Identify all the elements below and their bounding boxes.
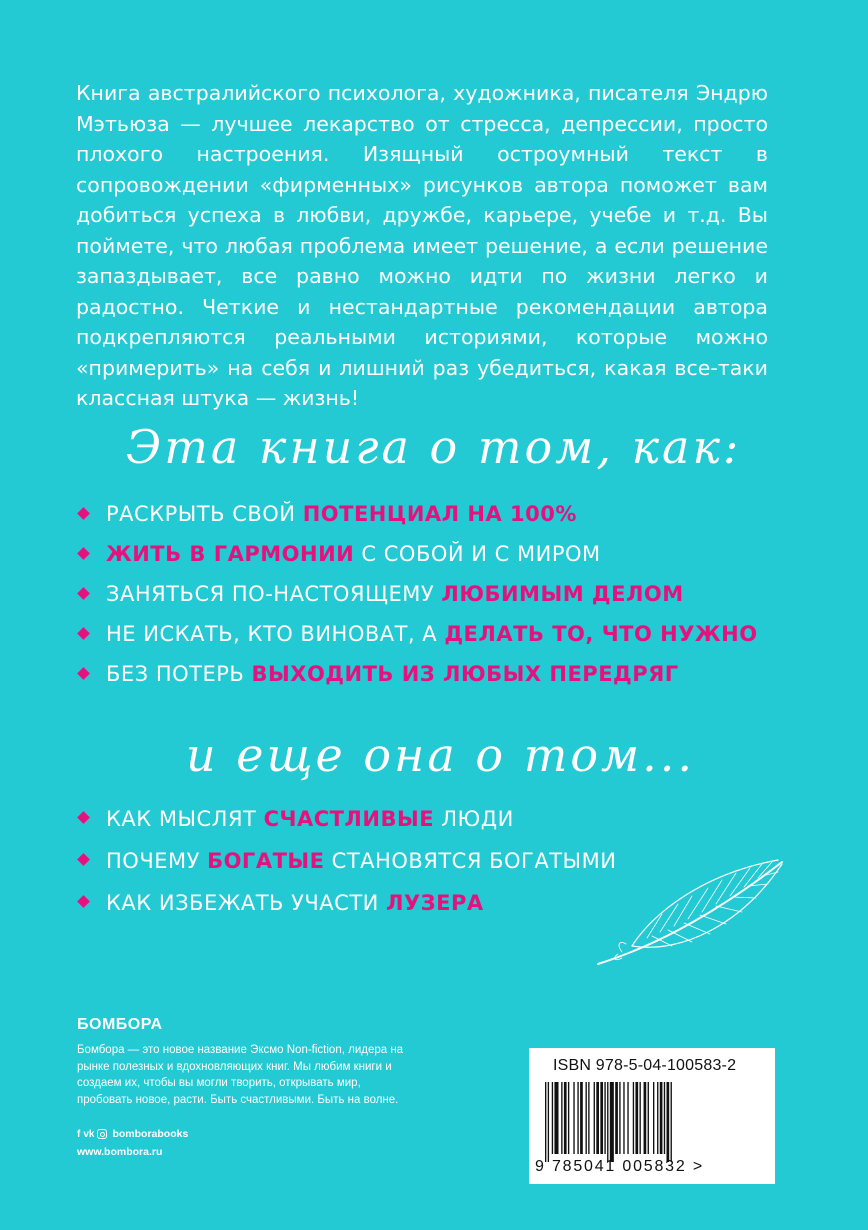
diamond-bullet-icon [77,507,90,520]
barcode-bar [671,1082,672,1162]
barcode-bar [586,1082,587,1154]
facebook-icon[interactable]: f [77,1128,81,1140]
vk-icon[interactable]: vk [83,1128,95,1140]
barcode-bar [615,1082,618,1154]
barcode-bar [607,1082,608,1162]
website-link[interactable]: www.bombora.ru [77,1146,163,1158]
barcode-bar [627,1082,628,1154]
barcode-bar [548,1082,549,1162]
list-item: КАК МЫСЛЯТ СЧАСТЛИВЫЕ ЛЮДИ [76,798,816,840]
barcode-bar [588,1082,589,1154]
barcode-bar [644,1082,647,1154]
barcode-bar [657,1082,658,1154]
list-item: ПОЧЕМУ БОГАТЫЕ СТАНОВЯТСЯ БОГАТЫМИ [76,840,816,882]
diamond-bullet-icon [77,667,90,680]
diamond-bullet-icon [77,853,90,866]
barcode-bar [623,1082,624,1154]
instagram-icon[interactable] [97,1129,107,1139]
barcode-bar [633,1082,634,1154]
diamond-bullet-icon [77,547,90,560]
feather-illustration [592,854,788,972]
barcode-bar [664,1082,665,1154]
social-links [77,1128,188,1140]
barcode-panel [529,1048,775,1184]
list-item: ЖИТЬ В ГАРМОНИИ С СОБОЙ И С МИРОМ [76,534,816,574]
barcode-bar [667,1082,670,1162]
barcode-bar [660,1082,663,1154]
list-item: ЗАНЯТЬСЯ ПО-НАСТОЯЩЕМУ ЛЮБИМЫМ ДЕЛОМ [76,574,816,614]
barcode-bar [594,1082,595,1154]
list-item: КАК ИЗБЕЖАТЬ УЧАСТИ ЛУЗЕРА [76,882,816,924]
barcode-bar [604,1082,605,1154]
barcode-digits: 9 785041 005832 > [535,1158,704,1175]
barcode-icon [545,1082,755,1162]
barcode-bar [640,1082,641,1154]
social-handle[interactable]: bomborabooks [112,1128,189,1140]
barcode-bar [596,1082,599,1154]
barcode-bar [619,1082,620,1154]
diamond-bullet-icon [77,895,90,908]
section-heading-about: Эта книга о том, как: [126,420,742,474]
book-description: Книга австралийского психолога, художника, писателя Эндрю Мэтьюза — лучшее лекарство от стресса, депрессии, просто плохого настроения. Изящный остроумный текст в сопровождении «фирменных» рисунков автора поможет вам добиться успеха в любви, дружбе, карьере, учебе и т.д. Вы поймете, что любая проблема имеет решение, а если решение запаздывает, все равно можно идти по жизни легко и радостно. Четкие и нестандартные рекомендации автора подкрепляются реальными историями, которые можно «примерить» на себя и лишний раз убедиться, какая все-таки классная штука — жизнь! [76,81,768,410]
list-item: РАСКРЫТЬ СВОЙ ПОТЕНЦИАЛ НА 100% [76,494,816,534]
benefits-list [76,494,816,694]
barcode-bar [564,1082,567,1154]
section-heading-also: и еще она о том... [186,728,696,782]
barcode-bar [580,1082,583,1154]
barcode-bar [600,1082,603,1154]
barcode-bar [568,1082,569,1154]
barcode-bar [554,1082,558,1154]
isbn-label: ISBN 978-5-04-100583-2 [553,1057,737,1074]
barcode-bar [573,1082,574,1154]
barcode-bar [648,1082,649,1154]
barcode-bar [552,1082,553,1154]
publisher-logo: БОМБОРА [77,1016,163,1033]
list-item: БЕЗ ПОТЕРЬ ВЫХОДИТЬ ИЗ ЛЮБЫХ ПЕРЕДРЯГ [76,654,816,694]
publisher-about: Бомбора — это новое название Эксмо Non-fiction, лидера на рынке полезных и вдохновляющих книг. Мы любим книги и создаем их, чтобы вы могли творить, открывать мир, пробовать новое, расти. Быть счастливыми. Быть на волне. [77,1044,404,1106]
barcode-bar [545,1082,546,1162]
barcode-bar [653,1082,654,1154]
barcode-bar [577,1082,578,1154]
list-item: НЕ ИСКАТЬ, КТО ВИНОВАТ, А ДЕЛАТЬ ТО, ЧТО НУЖНО [76,614,816,654]
diamond-bullet-icon [77,587,90,600]
barcode-bar [635,1082,638,1154]
diamond-bullet-icon [77,627,90,640]
diamond-bullet-icon [77,811,90,824]
barcode-bar [610,1082,614,1162]
barcode-bar [561,1082,562,1154]
